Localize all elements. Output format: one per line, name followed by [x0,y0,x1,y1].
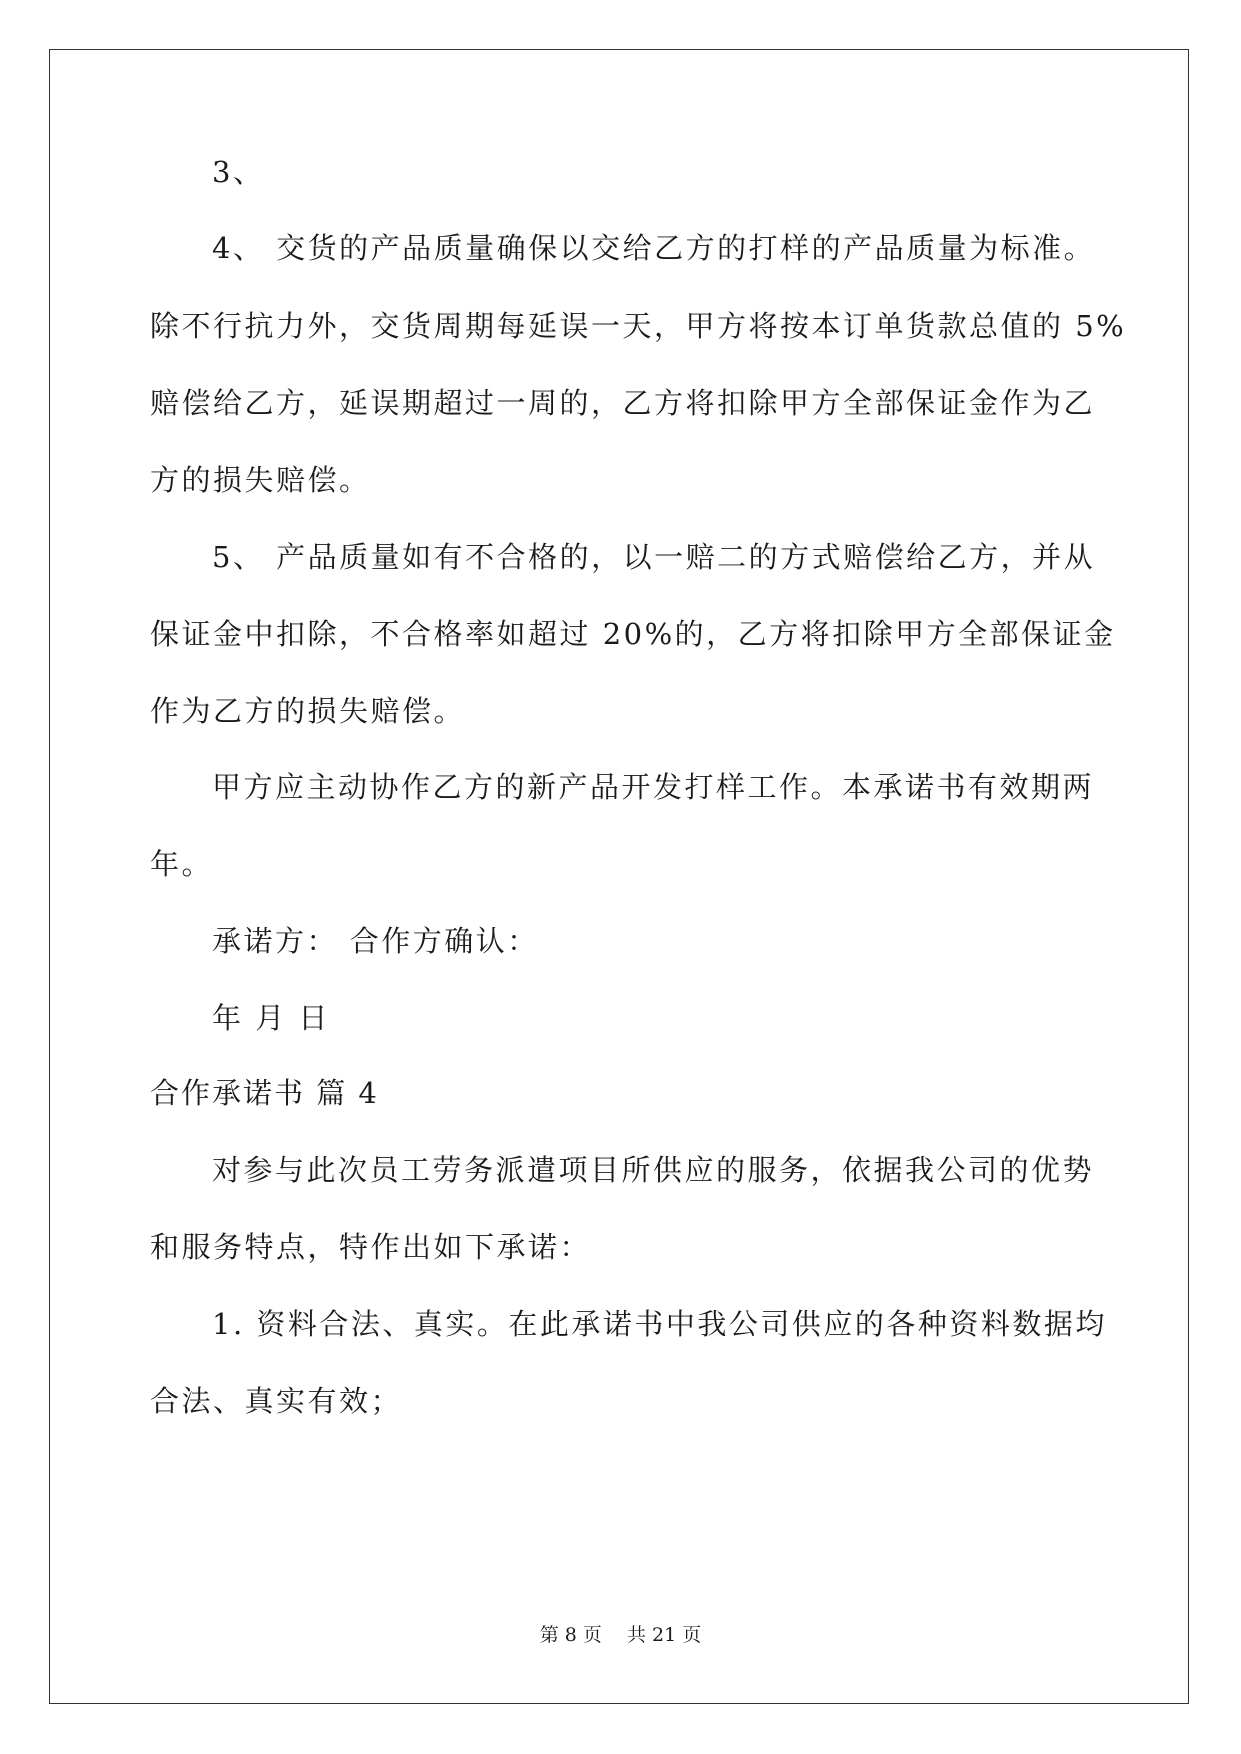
page-footer: 第 8 页 共 21 页 [539,1624,702,1646]
list-item-4: 4、 交货的产品质量确保以交给乙方的打样的产品质量为标准。 [212,231,1096,265]
paragraph-line: 和服务特点，特作出如下承诺： [150,1230,592,1264]
paragraph-line: 作为乙方的损失赔偿。 [150,694,466,728]
paragraph-line: 除不行抗力外，交货周期每延误一天，甲方将按本订单货款总值的 5% [150,309,1127,343]
paragraph-line: 合法、真实有效； [150,1384,403,1418]
list-item-3: 3、 [212,155,265,189]
list-item-1: 1. 资料合法、真实。在此承诺书中我公司供应的各种资料数据均 [212,1307,1107,1341]
date-line: 年 月 日 [212,1001,330,1035]
paragraph-line: 保证金中扣除，不合格率如超过 20%的，乙方将扣除甲方全部保证金 [150,617,1116,651]
paragraph-line: 赔偿给乙方，延误期超过一周的，乙方将扣除甲方全部保证金作为乙 [150,386,1096,420]
paragraph-line: 甲方应主动协作乙方的新产品开发打样工作。本承诺书有效期两 [212,770,1095,804]
paragraph-line: 对参与此次员工劳务派遣项目所供应的服务，依据我公司的优势 [212,1153,1095,1187]
list-item-5: 5、 产品质量如有不合格的，以一赔二的方式赔偿给乙方，并从 [212,540,1096,574]
paragraph-line: 年。 [150,847,214,881]
page-border [49,49,1189,1704]
signature-line: 承诺方： 合作方确认： [212,924,539,958]
section-title: 合作承诺书 篇 4 [150,1076,379,1110]
paragraph-line: 方的损失赔偿。 [150,463,371,497]
